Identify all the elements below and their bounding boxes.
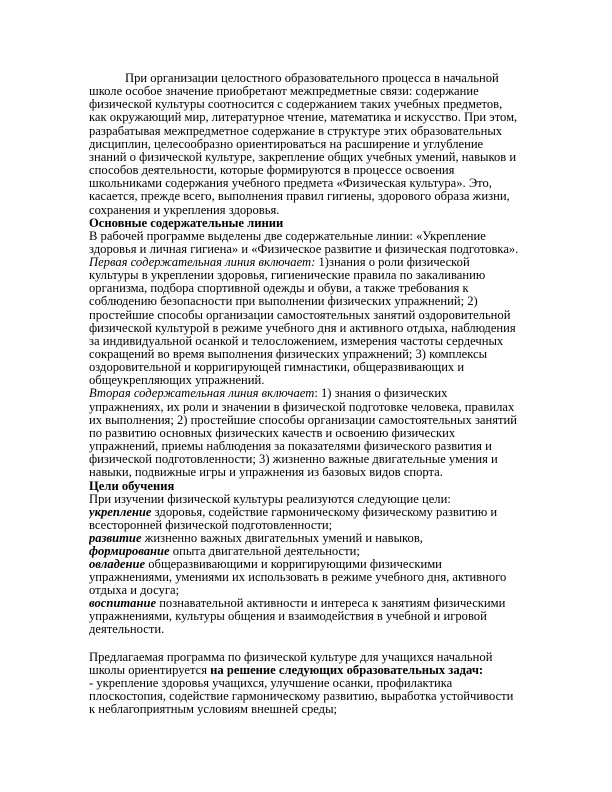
goal-term: развитие — [89, 531, 142, 545]
goal-text: познавательной активности и интереса к занятиям физическими упражнениями, культуры общения и взаимодействия в учебной и игровой деятельности. — [89, 596, 506, 637]
intro-paragraph: При организации целостного образовательного процесса в начальной школе особое значение приобретают межпредметные связи: содержание физической культуры соотносится с содержанием таких учебных предметов, как окружающий мир, литературное чтение, математика и искусство. При этом, разрабатывая межпредметное содержание в структуре этих образовательных дисциплин, целесообразно ориентироваться на расширение и углубление знаний о физической культуре, закрепление общих учебных умений, навыков и способов деятельности, которые формируются в процессе освоения школьниками содержания учебного предмета «Физическая культура». Это, касается, прежде всего, выполнения правил гигиены, здорового образа жизни, сохранения и укрепления здоровья. — [89, 71, 518, 217]
first-line-text: 1)знания о роли физической культуры в укреплении здоровья, гигиенические правила по закаливанию организма, подбора спортивной одежды и обуви, а также требования к соблюдению безопасности при выполнении физических упражнений; 2) простейшие способы организации самостоятельных занятий оздоровительной физической культурой в режиме учебного дня и активного отдыха, наблюдения за индивидуальной осанкой и телосложением, измерения частоты сердечных сокращений во время выполнения физических упражнений; 3) комплексы оздоровительной и корригирующей гимнастики, общеразвивающих и общеукрепляющих упражнений. — [89, 254, 516, 388]
goal-text: здоровья, содействие гармоническому физическому развитию и всесторонней физической подготовленности; — [89, 505, 498, 532]
goals-heading: Цели обучения — [89, 478, 175, 493]
spacer — [89, 637, 521, 651]
goal-item — [89, 597, 521, 636]
document-page — [89, 72, 521, 716]
second-line-paragraph — [89, 387, 521, 479]
first-line-label: Первая содержательная линия включает: — [89, 254, 316, 269]
goal-text: общеразвивающими и корригирующими физическими упражнениями, умениями их использовать в режиме учебного дня, активного отдыха и досуга; — [89, 556, 507, 597]
goal-item — [89, 506, 521, 532]
second-line-text: : 1) знания о физических упражнениях, их роли и значении в физической подготовке человека, правилах их выполнения; 2) простейшие способы организации самостоятельных занятий по развитию основных физических качеств и освоению физических упражнений, приемы наблюдения за показателями физического развития и физической подготовленности; 3) жизненно важные двигательные умения и навыки, подвижные игры и упражнения из базовых видов спорта. — [89, 386, 518, 480]
goals-intro: При изучении физической культуры реализуются следующие цели: — [89, 492, 451, 506]
goal-text: опыта двигательной деятельности; — [169, 544, 360, 558]
goal-item — [89, 558, 521, 597]
goal-term: укрепление — [89, 505, 152, 519]
first-line-paragraph — [89, 256, 521, 388]
content-lines-heading: Основные содержательные линии — [89, 215, 284, 230]
tasks-intro: Предлагаемая программа по физической культуре для учащихся начальной школы ориентируется — [89, 649, 493, 677]
tasks-paragraph — [89, 651, 521, 677]
goal-term: овладение — [89, 556, 146, 571]
task-item: - укрепление здоровья учащихся, улучшение осанки, профилактика плоскостопия, содействие гармоническому развитию, выработка устойчивости к неблагоприятным условиям внешней среды; — [89, 675, 514, 717]
goal-term: формирование — [89, 544, 170, 558]
goal-text: жизненно важных двигательных умений и навыков, — [141, 531, 423, 545]
content-lines-intro: В рабочей программе выделены две содержательные линии: «Укрепление здоровья и личная гигиена» и «Физическое развитие и физическая подготовка». — [89, 229, 519, 256]
goal-item — [89, 532, 521, 545]
second-line-label: Вторая содержательная линия включает — [89, 386, 315, 401]
tasks-bold: на решение следующих образовательных задач: — [210, 662, 484, 677]
goal-term: воспитание — [89, 596, 157, 611]
